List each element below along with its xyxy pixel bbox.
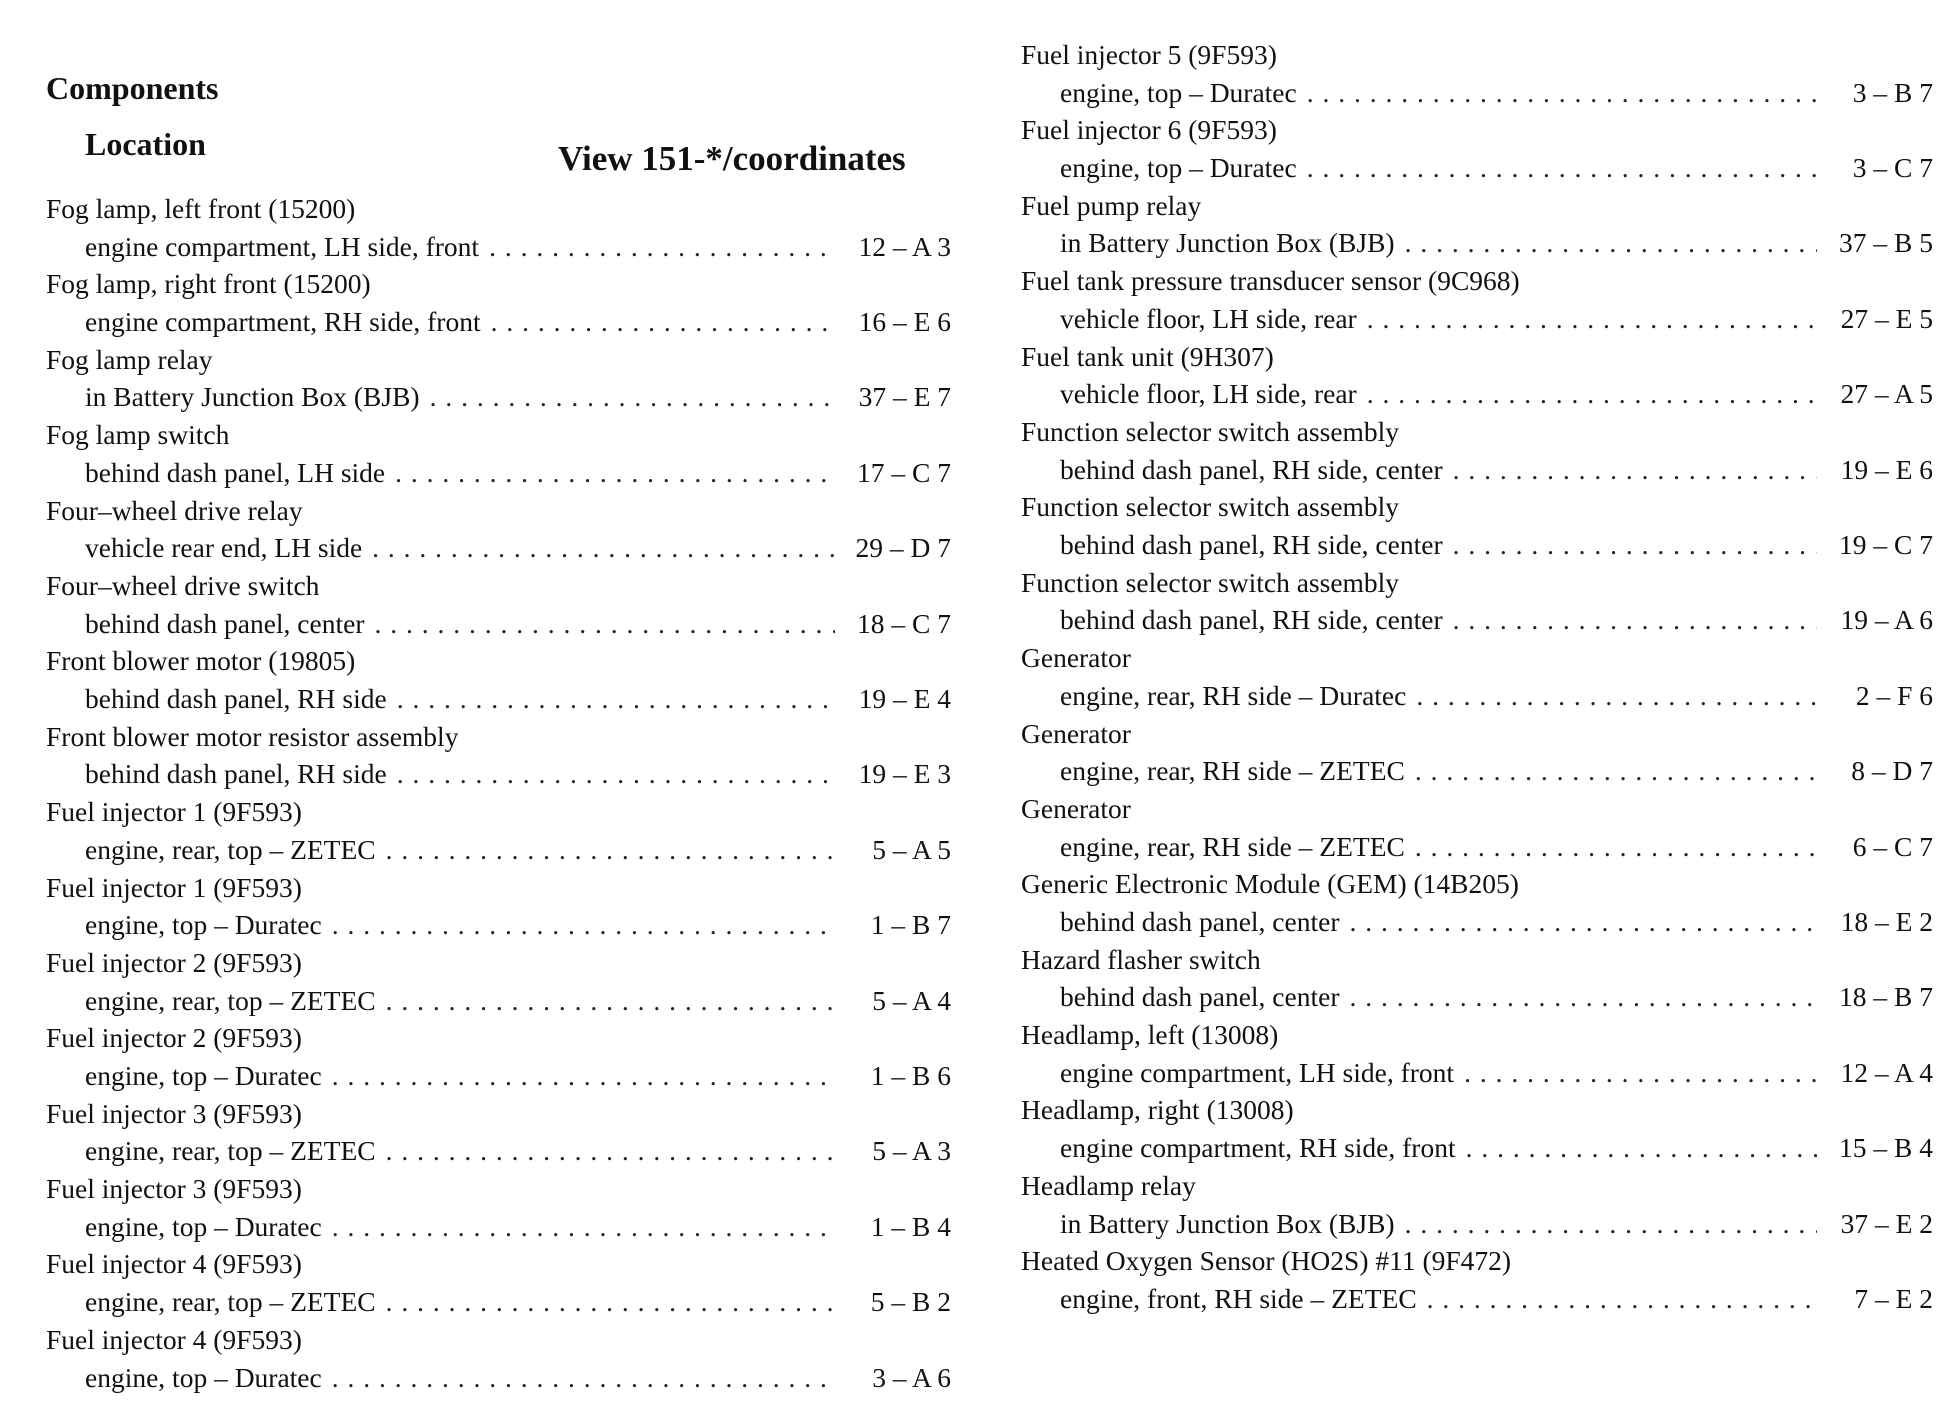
component-location: engine, top – Duratec <box>85 1361 322 1393</box>
view-coordinate: 3 – A 6 <box>872 1361 951 1393</box>
location-line <box>46 303 951 341</box>
component-entry <box>46 1019 951 1094</box>
location-line <box>1021 978 1933 1016</box>
location-line <box>1021 1054 1933 1092</box>
component-name: Fuel injector 2 (9F593) <box>46 1022 302 1054</box>
location-line <box>1021 828 1933 866</box>
component-location: engine, rear, RH side – ZETEC <box>1060 830 1405 862</box>
component-entry <box>1021 790 1933 865</box>
component-entry <box>1021 1091 1933 1166</box>
component-entry <box>1021 941 1933 1016</box>
component-name: Generic Electronic Module (GEM) (14B205) <box>1021 868 1519 900</box>
component-name: Front blower motor (19805) <box>46 645 356 677</box>
view-coordinate: 1 – B 7 <box>870 909 951 941</box>
component-location: vehicle rear end, LH side <box>85 532 363 564</box>
component-name: Function selector switch assembly <box>1021 415 1400 447</box>
component-location: engine compartment, RH side, front <box>1060 1132 1456 1164</box>
location-line <box>1021 149 1933 187</box>
location-line <box>46 982 951 1020</box>
component-location: engine compartment, LH side, front <box>85 230 480 262</box>
view-coordinate: 19 – C 7 <box>1839 529 1933 561</box>
location-line <box>46 228 951 266</box>
dot-leader <box>1307 74 1817 112</box>
location-line <box>46 831 951 869</box>
dot-leader <box>1464 1054 1817 1092</box>
view-coordinate: 18 – E 2 <box>1840 905 1933 937</box>
component-name: Fuel injector 3 (9F593) <box>46 1097 302 1129</box>
dot-leader <box>1466 1129 1817 1167</box>
dot-leader <box>332 1057 835 1095</box>
component-location: engine, rear, RH side – ZETEC <box>1060 755 1405 787</box>
view-coordinate: 16 – E 6 <box>858 306 951 338</box>
view-coordinate: 12 – A 4 <box>1840 1056 1933 1088</box>
dot-leader <box>1416 677 1817 715</box>
component-name: Fog lamp, left front (15200) <box>46 193 356 224</box>
section-title: Components <box>46 70 219 106</box>
view-coordinate: 18 – B 7 <box>1839 981 1933 1013</box>
view-coordinate: 8 – D 7 <box>1851 755 1933 787</box>
view-coordinate: 7 – E 2 <box>1854 1282 1933 1314</box>
location-line <box>1021 74 1933 112</box>
component-location: behind dash panel, center <box>85 607 365 639</box>
component-entry <box>1021 36 1933 111</box>
location-line <box>46 454 951 492</box>
dot-leader <box>386 1283 835 1321</box>
component-entry <box>46 416 951 491</box>
component-entry <box>1021 564 1933 639</box>
component-entry <box>1021 338 1933 413</box>
dot-leader <box>430 378 835 416</box>
location-line <box>46 1057 951 1095</box>
view-coordinate: 5 – A 3 <box>872 1135 951 1167</box>
component-entry <box>1021 187 1933 262</box>
dot-leader <box>372 529 835 567</box>
dot-leader <box>386 982 835 1020</box>
location-column-header: Location <box>85 126 206 162</box>
component-name: Headlamp relay <box>1021 1169 1196 1201</box>
component-entry <box>46 642 951 717</box>
dot-leader <box>1367 300 1817 338</box>
component-name: Fog lamp, right front (15200) <box>46 268 371 300</box>
component-entry <box>1021 1242 1933 1317</box>
dot-leader <box>1415 828 1817 866</box>
location-line <box>1021 375 1933 413</box>
component-location: engine, front, RH side – ZETEC <box>1060 1282 1417 1314</box>
dot-leader <box>1453 526 1817 564</box>
view-coordinate: 19 – A 6 <box>1840 604 1933 636</box>
component-location: behind dash panel, center <box>1060 905 1340 937</box>
component-entry <box>1021 639 1933 714</box>
component-name: Fuel pump relay <box>1021 189 1202 221</box>
component-entry <box>1021 413 1933 488</box>
location-line <box>1021 224 1933 262</box>
location-line <box>46 378 951 416</box>
dot-leader <box>397 755 835 793</box>
view-coordinate: 3 – B 7 <box>1852 76 1933 108</box>
view-coordinate: 2 – F 6 <box>1855 679 1933 711</box>
dot-leader <box>386 831 835 869</box>
location-line <box>1021 1205 1933 1243</box>
component-name: Fog lamp relay <box>46 343 213 375</box>
component-name: Hazard flasher switch <box>1021 943 1261 975</box>
component-location: behind dash panel, RH side, center <box>1060 453 1443 485</box>
component-name: Heated Oxygen Sensor (HO2S) #11 (9F472) <box>1021 1245 1512 1277</box>
component-location: behind dash panel, LH side <box>85 456 386 488</box>
dot-leader <box>386 1132 835 1170</box>
component-location: in Battery Junction Box (BJB) <box>1060 227 1395 259</box>
component-name: Function selector switch assembly <box>1021 491 1400 523</box>
location-line <box>46 1208 951 1246</box>
component-name: Fuel injector 3 (9F593) <box>46 1173 302 1205</box>
component-name: Generator <box>1021 792 1131 824</box>
dot-leader <box>374 605 835 643</box>
component-entry <box>46 869 951 944</box>
dot-leader <box>1349 978 1817 1016</box>
location-line <box>46 680 951 718</box>
dot-leader <box>1453 601 1817 639</box>
component-entry <box>46 1095 951 1170</box>
component-entry <box>46 567 951 642</box>
dot-leader <box>1307 149 1817 187</box>
location-line <box>1021 752 1933 790</box>
view-coordinate: 5 – B 2 <box>870 1286 951 1318</box>
component-location: behind dash panel, RH side <box>85 758 387 790</box>
component-name: Headlamp, left (13008) <box>1021 1019 1279 1051</box>
component-location: engine, rear, top – ZETEC <box>85 984 376 1016</box>
location-line <box>1021 526 1933 564</box>
right-entry-list <box>1021 36 1933 1318</box>
view-coordinate: 19 – E 3 <box>858 758 951 790</box>
location-line <box>1021 677 1933 715</box>
component-name: Fog lamp switch <box>46 419 230 451</box>
component-location: engine compartment, RH side, front <box>85 306 481 338</box>
dot-leader <box>1453 451 1817 489</box>
component-entry <box>1021 111 1933 186</box>
component-location: behind dash panel, center <box>1060 981 1340 1013</box>
location-line <box>1021 300 1933 338</box>
component-location: behind dash panel, RH side <box>85 683 387 715</box>
component-entry <box>46 190 951 265</box>
component-name: Fuel injector 5 (9F593) <box>1021 39 1277 70</box>
component-location: behind dash panel, RH side, center <box>1060 604 1443 636</box>
view-coordinate: 18 – C 7 <box>857 607 951 639</box>
component-name: Fuel injector 2 (9F593) <box>46 946 302 978</box>
component-entry <box>46 793 951 868</box>
component-name: Fuel injector 1 (9F593) <box>46 796 302 828</box>
location-line <box>46 1283 951 1321</box>
dot-leader <box>1405 1205 1817 1243</box>
view-coordinate: 19 – E 4 <box>858 683 951 715</box>
view-coordinate: 1 – B 4 <box>870 1210 951 1242</box>
component-location: engine compartment, LH side, front <box>1060 1056 1455 1088</box>
location-line <box>46 1132 951 1170</box>
component-name: Headlamp, right (13008) <box>1021 1094 1294 1126</box>
view-coordinate: 37 – E 7 <box>858 381 951 413</box>
dot-leader <box>332 1359 835 1397</box>
view-coordinate: 15 – B 4 <box>1839 1132 1933 1164</box>
view-coordinate: 27 – A 5 <box>1840 378 1933 410</box>
component-location: engine, top – Duratec <box>85 909 322 941</box>
view-coordinate: 37 – B 5 <box>1839 227 1933 259</box>
component-entry <box>46 265 951 340</box>
left-entry-list <box>46 190 951 1396</box>
location-line <box>1021 451 1933 489</box>
component-name: Fuel injector 6 (9F593) <box>1021 114 1277 146</box>
dot-leader <box>1415 752 1817 790</box>
component-name: Four–wheel drive relay <box>46 494 303 526</box>
component-location: engine, rear, top – ZETEC <box>85 1286 376 1318</box>
location-line <box>46 529 951 567</box>
component-location: engine, top – Duratec <box>85 1210 322 1242</box>
dot-leader <box>397 680 835 718</box>
component-name: Function selector switch assembly <box>1021 566 1400 598</box>
dot-leader <box>1427 1280 1817 1318</box>
component-entry <box>46 944 951 1019</box>
dot-leader <box>1405 224 1817 262</box>
component-name: Four–wheel drive switch <box>46 569 320 601</box>
dot-leader <box>332 906 835 944</box>
component-entry <box>1021 715 1933 790</box>
view-coordinate: 1 – B 6 <box>870 1059 951 1091</box>
component-location: in Battery Junction Box (BJB) <box>85 381 420 413</box>
location-line <box>46 1359 951 1397</box>
component-entry <box>1021 1167 1933 1242</box>
component-name: Fuel injector 4 (9F593) <box>46 1323 302 1355</box>
location-line <box>1021 1129 1933 1167</box>
component-entry <box>46 1245 951 1320</box>
component-location: vehicle floor, LH side, rear <box>1060 302 1357 334</box>
component-location: engine, rear, top – ZETEC <box>85 1135 376 1167</box>
component-name: Generator <box>1021 717 1131 749</box>
component-entry <box>46 1170 951 1245</box>
view-coordinate: 5 – A 5 <box>872 833 951 865</box>
dot-leader <box>332 1208 835 1246</box>
view-coordinate: 12 – A 3 <box>858 230 951 262</box>
location-line <box>1021 903 1933 941</box>
component-location: in Battery Junction Box (BJB) <box>1060 1207 1395 1239</box>
component-entry <box>1021 262 1933 337</box>
location-line <box>46 755 951 793</box>
location-line <box>1021 601 1933 639</box>
component-name: Fuel tank unit (9H307) <box>1021 340 1274 372</box>
component-location: engine, rear, top – ZETEC <box>85 833 376 865</box>
dot-leader <box>491 303 835 341</box>
location-line <box>46 605 951 643</box>
component-entry <box>46 341 951 416</box>
component-entry <box>1021 488 1933 563</box>
component-name: Fuel tank pressure transducer sensor (9C968) <box>1021 265 1520 297</box>
view-coordinate: 29 – D 7 <box>855 532 951 564</box>
component-location: engine, rear, RH side – Duratec <box>1060 679 1407 711</box>
component-name: Generator <box>1021 642 1131 674</box>
view-coordinate: 27 – E 5 <box>1840 302 1933 334</box>
view-coordinate: 6 – C 7 <box>1852 830 1933 862</box>
location-line <box>46 906 951 944</box>
component-name: Fuel injector 4 (9F593) <box>46 1248 302 1280</box>
dot-leader <box>1349 903 1817 941</box>
view-coordinate: 37 – E 2 <box>1840 1207 1933 1239</box>
component-location: engine, top – Duratec <box>1060 76 1297 108</box>
view-coordinate: 19 – E 6 <box>1840 453 1933 485</box>
component-entry <box>46 1321 951 1396</box>
component-entry <box>1021 1016 1933 1091</box>
component-location: engine, top – Duratec <box>85 1059 322 1091</box>
view-coordinates-column-header: View 151-*/coordinates <box>558 139 906 178</box>
component-location: vehicle floor, LH side, rear <box>1060 378 1357 410</box>
component-entry <box>46 492 951 567</box>
component-name: Fuel injector 1 (9F593) <box>46 871 302 903</box>
view-coordinate: 5 – A 4 <box>872 984 951 1016</box>
dot-leader <box>489 228 835 266</box>
view-coordinate: 3 – C 7 <box>1852 152 1933 184</box>
component-entry <box>46 718 951 793</box>
dot-leader <box>1367 375 1817 413</box>
view-coordinate: 17 – C 7 <box>857 456 951 488</box>
component-name: Front blower motor resistor assembly <box>46 720 459 752</box>
component-location: behind dash panel, RH side, center <box>1060 529 1443 561</box>
component-location: engine, top – Duratec <box>1060 152 1297 184</box>
dot-leader <box>395 454 835 492</box>
location-line <box>1021 1280 1933 1318</box>
component-entry <box>1021 865 1933 940</box>
